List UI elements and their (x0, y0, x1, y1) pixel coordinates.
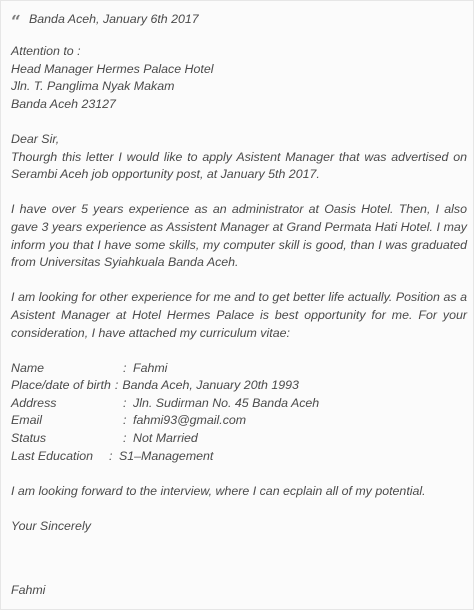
signature-space (11, 536, 467, 582)
detail-separator: : (109, 448, 113, 463)
personal-details (11, 360, 467, 466)
paragraph-experience: I have over 5 years experience as an administrator at Oasis Hotel. Then, I also gave 3 years experience as Assistent Manager at Grand Permata Hati Hotel. I may inform you that I have some skills, my computer skill is good, than I was graduated from Universitas Syiahkuala Banda Aceh. (11, 202, 467, 270)
letter-date: Banda Aceh, January 6th 2017 (29, 12, 199, 27)
recipient-name: Head Manager Hermes Palace Hotel (11, 61, 214, 76)
recipient-block (11, 43, 467, 113)
detail-row-email (11, 412, 467, 430)
detail-value: fahmi93@gmail.com (133, 413, 247, 428)
detail-row-education (11, 448, 467, 466)
application-letter (11, 11, 467, 599)
detail-label: Email (11, 413, 42, 428)
detail-label: Address (11, 395, 57, 410)
attention-label: Attention to : (11, 44, 81, 58)
detail-separator: : (123, 360, 127, 375)
detail-value: Banda Aceh, January 20th 1993 (122, 378, 299, 393)
salutation: Dear Sir, (11, 131, 60, 146)
detail-label: Place/date of birth (11, 378, 111, 393)
detail-label: Status (11, 431, 47, 446)
detail-value: Fahmi (133, 360, 168, 375)
detail-separator: : (123, 413, 127, 428)
recipient-street: Jln. T. Panglima Nyak Makam (11, 79, 175, 94)
detail-separator: : (123, 431, 127, 446)
paragraph-motivation: I am looking for other experience for me and to get better life actually. Position as a Asistent Manager at Hotel Hermes Palace is best opportunity for me. For your consideration, I have attached my curriculum vitae: (11, 290, 467, 340)
detail-value: S1–Management (119, 448, 214, 463)
closing-phrase: Your Sincerely (11, 519, 91, 534)
detail-label: Last Education (11, 448, 93, 463)
date-line (11, 11, 467, 32)
paragraph-intro: Thourgh this letter I would like to apply Asistent Manager that was advertised on Serambi Aceh job opportunity post, at January 5th 2017. (11, 149, 467, 182)
detail-separator: : (114, 378, 119, 393)
paragraph-closing: I am looking forward to the interview, where I can ecplain all of my potential. (11, 483, 426, 498)
detail-row-status (11, 430, 467, 448)
detail-row-address (11, 395, 467, 413)
detail-value: Not Married (133, 431, 198, 446)
detail-label: Name (11, 360, 45, 375)
detail-value: Jln. Sudirman No. 45 Banda Aceh (133, 395, 320, 410)
signature-name: Fahmi (11, 582, 46, 597)
detail-row-name (11, 360, 467, 378)
detail-separator: : (123, 395, 127, 410)
opening-block (11, 131, 467, 184)
detail-row-birth (11, 377, 467, 395)
recipient-city: Banda Aceh 23127 (11, 96, 116, 111)
quote-icon: “ (11, 11, 21, 32)
